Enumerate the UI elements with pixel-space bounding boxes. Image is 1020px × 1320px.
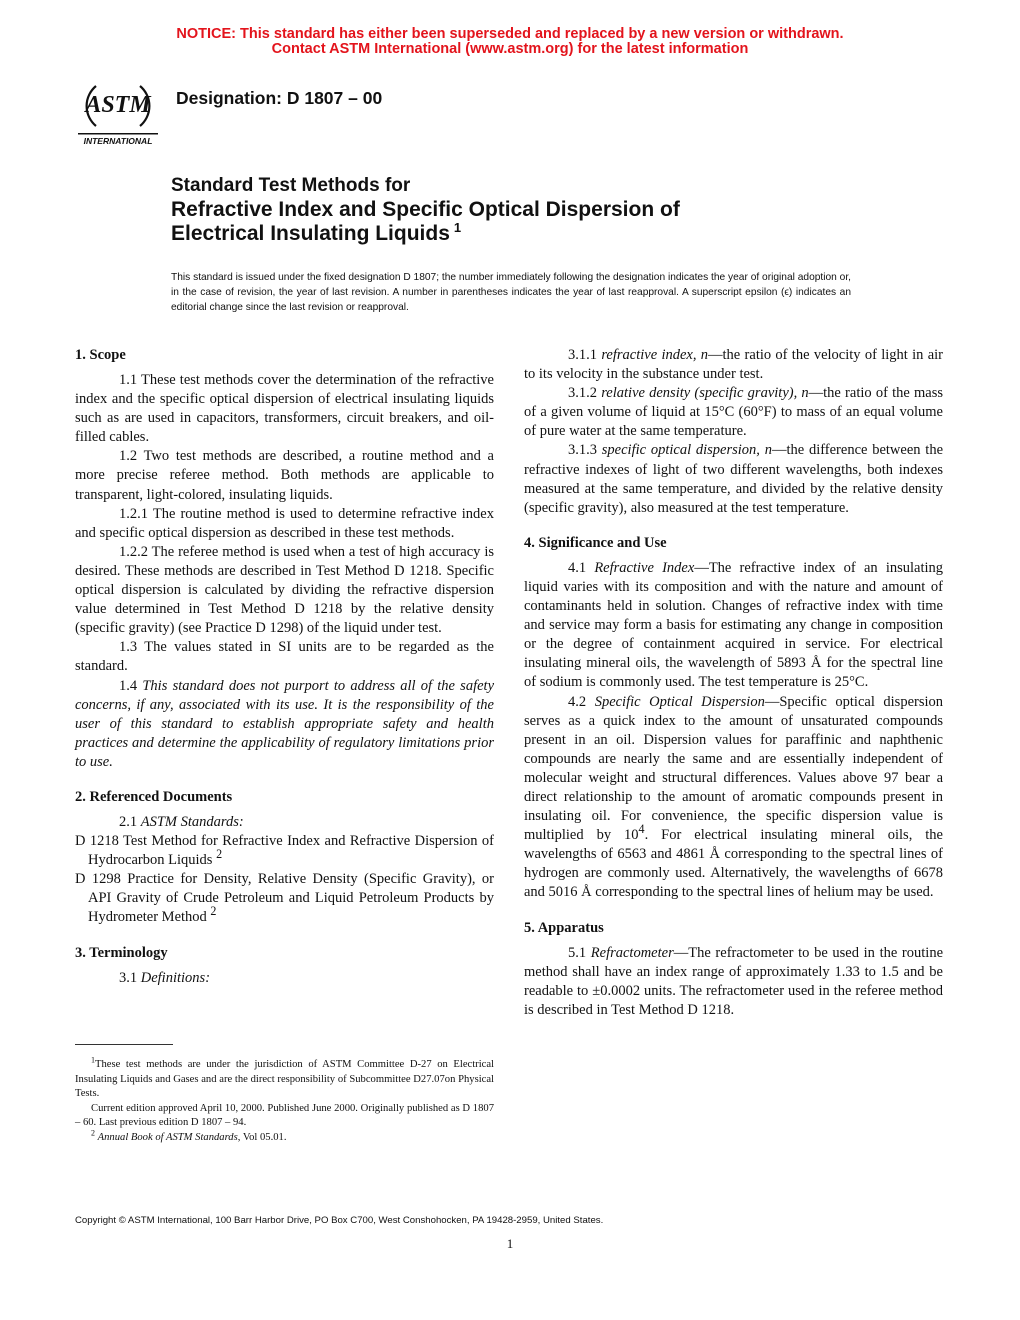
document-title (171, 174, 931, 246)
para-2-1: 2.1 ASTM Standards: (119, 813, 244, 830)
section-scope-heading: 1. Scope (75, 347, 126, 363)
title-line-1: Standard Test Methods for (171, 175, 411, 196)
left-column (75, 346, 494, 988)
designation: Designation: D 1807 – 00 (176, 88, 383, 108)
footnotes (75, 1055, 494, 1146)
section-apparatus-heading: 5. Apparatus (524, 919, 604, 936)
para-1-1: 1.1 These test methods cover the determination of the refractive index and the specific optical dispersion of electrical insulating liquids such as are used in capacitors, transformers, circuit breakers, and oil-filled cables. (75, 372, 494, 446)
section-significance-heading: 4. Significance and Use (524, 534, 667, 551)
reference-d1298: D 1298 Practice for Density, Relative Density (Specific Gravity), or API Gravity of Crude Petroleum and Liquid Petroleum Products by Hydrometer Method $^2$ (75, 871, 494, 926)
para-4-1: 4.1 Refractive Index—The refractive index of an insulating liquid varies with its composition and with the nature and amount of contaminants held in solution. Changes of refractive index with time and service may form a basis for estimating any change in composition or the degree of containment acquired in service. For electrical insulating mineral oils, the wavelength of 5893 Å for the spectral line of sodium is commonly used. The test temperature is 25°C. (524, 559, 944, 691)
notice-line-2: Contact ASTM International (www.astm.org) for the latest information (271, 41, 749, 57)
definition-specific-optical-dispersion: 3.1.3 specific optical dispersion, n—the difference between the refractive indexes of light of two different wavelengths, both indexes measured at the same temperature, and divided by the relative density (specific gravity), also measured at the test temperature. (524, 442, 944, 516)
footnote-1: $^1$These test methods are under the jurisdiction of ASTM Committee D-27 on Electrical Insulating Liquids and Gases and are the direct responsibility of Subcommittee D27.07on Physical Tests. (75, 1055, 494, 1100)
footnote-1-edition: Current edition approved April 10, 2000. Published June 2000. Originally published as D 1807 – 60. Last previous edition D 1807 – 94. (75, 1102, 494, 1129)
page-number: 1 (506, 1236, 514, 1251)
footnote-2: $^2$ Annual Book of ASTM Standards, Vol 05.01. (91, 1128, 287, 1143)
copyright-line: Copyright © ASTM International, 100 Barr Harbor Drive, PO Box C700, West Conshohocken, PA 19428-2959, United States. (75, 1215, 604, 1226)
safety-caveat: This standard does not purport to address all of the safety concerns, if any, associated with its use. It is the responsibility of the user of this standard to establish appropriate safety and health practices and determine the applicability of regulatory limitations prior to use. (75, 677, 494, 770)
para-1-2-2: 1.2.2 The referee method is used when a test of high accuracy is desired. These methods are described in Test Method D 1218. Specific optical dispersion is calculated by dividing the refractive dispersion value determined in Test Method D 1218 by the relative density (specific gravity) (see Practice D 1298) of the liquid under test. (75, 543, 494, 637)
logo-subtext: INTERNATIONAL (83, 136, 153, 146)
section-terminology-heading: 3. Terminology (75, 944, 168, 961)
definition-relative-density: 3.1.2 relative density (specific gravity), n—the ratio of the mass of a given volume of liquid at 15°C (60°F) to mass of an equal volume of pure water at the same temperature. (524, 385, 943, 440)
para-5-1: 5.1 Refractometer—The refractometer to be used in the routine method shall have an index range of approximately 1.33 to 1.5 and be readable to ±0.0002 units. The refractometer used in the referee method is described in Test Method D 1218. (524, 944, 944, 1018)
para-1-4: 1.4 This standard does not purport to address all of the safety concerns, if any, associated with its use. It is the responsibility of the user of this standard to establish appropriate safety and health practices and determine the applicability of regulatory limitations prior to use. (75, 677, 494, 770)
title-line-3: Electrical Insulating Liquids (171, 222, 450, 245)
para-4-2: 4.2 Specific Optical Dispersion—Specific optical dispersion serves as a quick index to the amount of unsaturated compounds present in an oil. Dispersion values for paraffinic and naphthenic compounds are nearly the same and are essentially independent of molecular weight and structural differences. Values above 97 bear a direct relationship to the amount of aromatic compounds present in insulating oil. For convenience, the specific dispersion value is multiplied by $10^4$. For electrical insulating mineral oils, the wavelengths of 6563 and 4861 Å corresponding to the spectral lines of hydrogen are commonly used. Alternatively, the wavelengths of 6678 and 5016 Å corresponding to the spectral lines of helium may be used. (524, 693, 944, 901)
para-3-1: 3.1 Definitions: (119, 969, 211, 986)
para-1-3: 1.3 The values stated in SI units are to be regarded as the standard. (75, 639, 494, 675)
footnote-divider (75, 1044, 173, 1045)
astm-logo-icon (74, 74, 162, 148)
title-footnote-marker: 1 (453, 220, 462, 235)
section-referenced-heading: 2. Referenced Documents (75, 788, 233, 805)
right-column (524, 346, 943, 1020)
para-1-2-1: 1.2.1 The routine method is used to determine refractive index and specific optical dispersion as described in these test methods. (75, 505, 494, 541)
title-line-2: Refractive Index and Specific Optical Dispersion of (171, 198, 680, 221)
logo-text: ASTM (85, 92, 151, 118)
para-1-2: 1.2 Two test methods are described, a routine method and a more precise referee method. Both methods are applicable to transparent, light-colored, insulating liquids. (75, 448, 494, 503)
definition-refractive-index: 3.1.1 refractive index, n—the ratio of the velocity of light in air to its velocity in the substance under test. (524, 347, 943, 383)
withdrawal-notice (0, 27, 1020, 57)
reference-d1218: D 1218 Test Method for Refractive Index and Refractive Dispersion of Hydrocarbon Liquids $^2$ (75, 833, 494, 869)
notice-line-1: NOTICE: This standard has either been superseded and replaced by a new version or withdrawn. (176, 26, 844, 42)
issuance-statement: This standard is issued under the fixed designation D 1807; the number immediately following the designation indicates the year of original adoption or, in the case of revision, the year of last revision. A number in parentheses indicates the year of last reapproval. A superscript epsilon (ϵ) indicates an editorial change since the last revision or reapproval. (171, 272, 851, 313)
